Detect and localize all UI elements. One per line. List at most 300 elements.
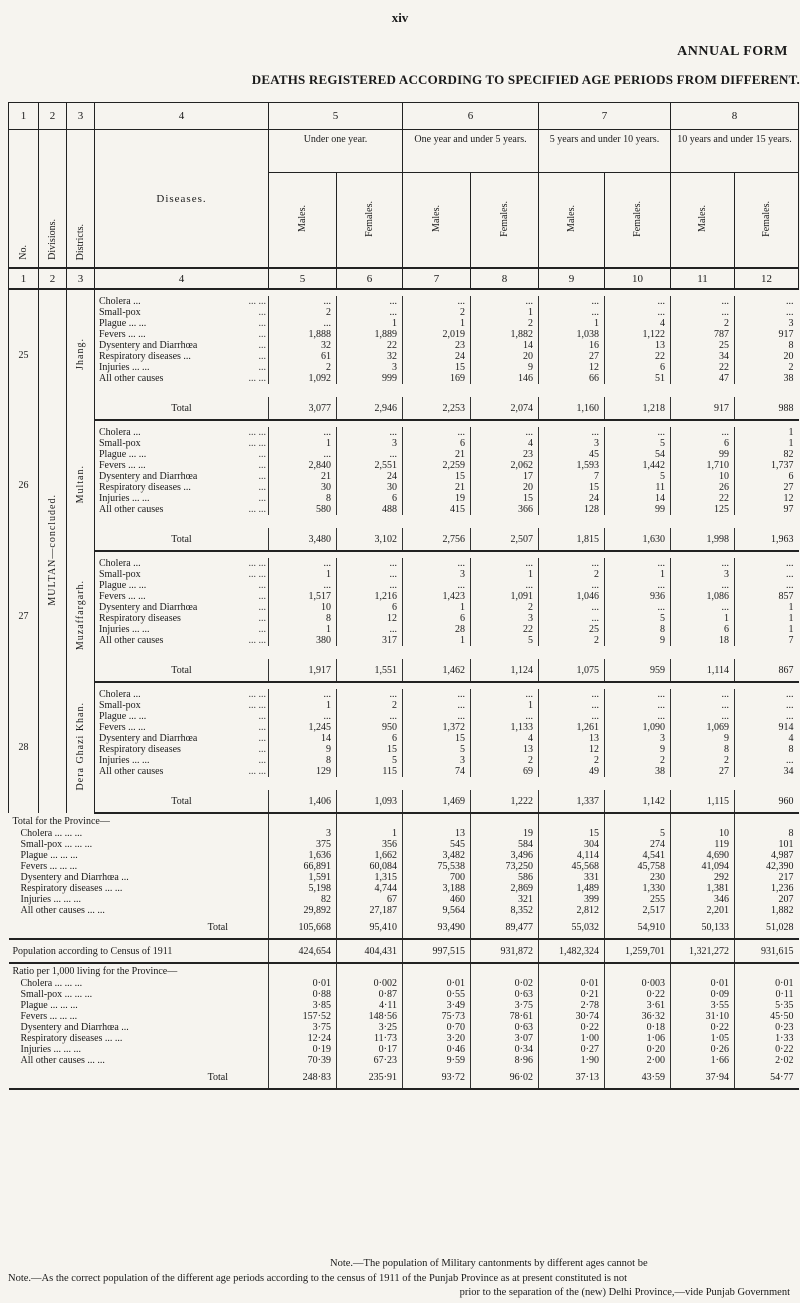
value-cell: 1 xyxy=(471,569,539,580)
value-cell: 2,551 xyxy=(337,460,403,471)
value-cell: 27,187 xyxy=(337,905,403,916)
value-cell: 1 xyxy=(539,318,605,329)
value-cell: 5 xyxy=(605,613,671,624)
row-label xyxy=(95,722,269,733)
district-number: 28 xyxy=(9,682,39,813)
row-label-text: Plague ... ... xyxy=(99,711,147,722)
leader-dots: ... xyxy=(258,362,266,373)
col-num: 10 xyxy=(605,268,671,289)
value-cell: 1,245 xyxy=(269,722,337,733)
value-cell: 47 xyxy=(671,373,735,384)
value-cell: 0·27 xyxy=(539,1044,605,1055)
row-label xyxy=(95,373,269,384)
value-cell: 0·19 xyxy=(269,1044,337,1055)
total-label: Total xyxy=(95,659,269,682)
value-cell: 2 xyxy=(403,307,471,318)
value-cell: 97 xyxy=(735,504,799,515)
col-num: 12 xyxy=(735,268,799,289)
value-cell: ... xyxy=(337,449,403,460)
value-cell: 42,390 xyxy=(735,861,799,872)
value-cell: 27 xyxy=(671,766,735,777)
spacer-cell xyxy=(95,682,799,689)
disease-row xyxy=(9,307,799,318)
value-cell: ... xyxy=(471,711,539,722)
gap-row xyxy=(9,384,799,396)
value-cell: 28 xyxy=(403,624,471,635)
value-cell: 2,869 xyxy=(471,883,539,894)
value-cell: 5 xyxy=(605,471,671,482)
value-cell: 1 xyxy=(605,569,671,580)
leader-dots: ... ... xyxy=(248,569,266,580)
total-cell: 96·02 xyxy=(471,1066,539,1089)
leader-dots: ... xyxy=(258,580,266,591)
value-cell: 1,315 xyxy=(337,872,403,883)
ratio-row xyxy=(9,989,799,1000)
row-label xyxy=(95,340,269,351)
total-cell: 1,462 xyxy=(403,659,471,682)
value-cell: 4,690 xyxy=(671,850,735,861)
value-cell: 8 xyxy=(605,624,671,635)
value-cell: 1 xyxy=(403,602,471,613)
row-label xyxy=(95,755,269,766)
total-cell: 1,963 xyxy=(735,528,799,551)
value-cell: 17 xyxy=(471,471,539,482)
value-cell: 4·11 xyxy=(337,1000,403,1011)
value-cell: 1,091 xyxy=(471,591,539,602)
col-num: 7 xyxy=(403,268,471,289)
value-cell: 2 xyxy=(471,602,539,613)
leader-dots: ... ... xyxy=(248,700,266,711)
total-cell: 235·91 xyxy=(337,1066,403,1089)
divisions-header: Divisions. xyxy=(39,130,67,269)
row-label-text: Plague ... ... xyxy=(99,580,147,591)
value-cell: 936 xyxy=(605,591,671,602)
value-cell: 2 xyxy=(671,318,735,329)
value-cell: 75·73 xyxy=(403,1011,471,1022)
value-cell: ... xyxy=(605,580,671,591)
col-num: 9 xyxy=(539,268,605,289)
row-label: Small-pox ... ... ... xyxy=(20,989,93,1000)
row-label xyxy=(95,711,269,722)
value-cell: ... xyxy=(337,624,403,635)
value-cell: 1,517 xyxy=(269,591,337,602)
value-cell: 1,261 xyxy=(539,722,605,733)
value-cell: 375 xyxy=(269,839,337,850)
value-cell: 1·00 xyxy=(539,1033,605,1044)
value-cell: ... xyxy=(605,700,671,711)
value-cell: ... xyxy=(539,307,605,318)
value-cell: 51 xyxy=(605,373,671,384)
disease-row xyxy=(9,624,799,635)
row-label xyxy=(95,624,269,635)
population-cell: 997,515 xyxy=(403,939,471,963)
row-label xyxy=(95,329,269,340)
value-cell: 0·22 xyxy=(539,1022,605,1033)
leader-dots: ... xyxy=(258,449,266,460)
value-cell: 1 xyxy=(471,307,539,318)
value-cell: 0·01 xyxy=(671,978,735,989)
value-cell: 0·23 xyxy=(735,1022,799,1033)
value-cell: ... xyxy=(605,689,671,700)
value-cell: ... xyxy=(337,427,403,438)
leader-dots: ... xyxy=(258,460,266,471)
value-cell: 34 xyxy=(671,351,735,362)
value-cell: 7 xyxy=(539,471,605,482)
ratio-heading-row xyxy=(9,963,799,978)
disease-row xyxy=(9,766,799,777)
total-cell: 2,507 xyxy=(471,528,539,551)
value-cell: 255 xyxy=(605,894,671,905)
value-cell: ... xyxy=(269,427,337,438)
row-label xyxy=(95,591,269,602)
total-cell: 55,032 xyxy=(539,916,605,939)
row-label: All other causes ... ... xyxy=(20,1055,105,1066)
total-cell: 50,133 xyxy=(671,916,735,939)
total-cell: 2,253 xyxy=(403,397,471,420)
total-cell: 1,222 xyxy=(471,790,539,813)
province-row xyxy=(9,861,799,872)
col-num: 8 xyxy=(471,268,539,289)
disease-row xyxy=(9,438,799,449)
row-label xyxy=(95,580,269,591)
value-cell: 1·66 xyxy=(671,1055,735,1066)
total-cell: 51,028 xyxy=(735,916,799,939)
value-cell: 15 xyxy=(403,733,471,744)
ratio-row xyxy=(9,1033,799,1044)
value-cell: 1 xyxy=(403,318,471,329)
row-label: Small-pox ... ... ... xyxy=(20,839,93,850)
district-spacer xyxy=(9,551,799,558)
no-header: No. xyxy=(9,130,39,269)
disease-row xyxy=(9,689,799,700)
value-cell: 488 xyxy=(337,504,403,515)
value-cell: 0·18 xyxy=(605,1022,671,1033)
value-cell: 1 xyxy=(735,438,799,449)
value-cell: 1,737 xyxy=(735,460,799,471)
value-cell: 3 xyxy=(269,828,337,839)
value-cell: 1,092 xyxy=(269,373,337,384)
value-cell: 415 xyxy=(403,504,471,515)
column-number-row xyxy=(9,268,799,289)
value-cell: 69 xyxy=(471,766,539,777)
value-cell: ... xyxy=(605,711,671,722)
value-cell: 23 xyxy=(403,340,471,351)
district-label: Dera Ghazi Khan. xyxy=(75,701,86,791)
leader-dots: ... ... xyxy=(248,766,266,777)
row-label-text: Fevers ... ... xyxy=(99,460,146,471)
value-cell: 1 xyxy=(269,700,337,711)
value-cell: 3 xyxy=(403,755,471,766)
disease-row xyxy=(9,427,799,438)
gap-row xyxy=(9,777,799,789)
value-cell: 2,062 xyxy=(471,460,539,471)
value-cell: 4,541 xyxy=(605,850,671,861)
col-num: 11 xyxy=(671,268,735,289)
row-label-text: Injuries ... ... xyxy=(99,624,150,635)
province-total-row xyxy=(9,916,799,939)
value-cell: 6 xyxy=(337,733,403,744)
value-cell: 22 xyxy=(671,493,735,504)
value-cell: 914 xyxy=(735,722,799,733)
value-cell: 75,538 xyxy=(403,861,471,872)
value-cell: 38 xyxy=(605,766,671,777)
value-cell: 3 xyxy=(471,613,539,624)
value-cell: 5,198 xyxy=(269,883,337,894)
value-cell: 3·07 xyxy=(471,1033,539,1044)
total-cell: 2,074 xyxy=(471,397,539,420)
row-label xyxy=(95,460,269,471)
females-header: Females. xyxy=(471,173,539,269)
value-cell: 0·09 xyxy=(671,989,735,1000)
gap-row xyxy=(9,646,799,658)
value-cell: 0·01 xyxy=(539,978,605,989)
value-cell: 0·01 xyxy=(269,978,337,989)
empty-cell xyxy=(735,963,799,978)
row-label: Cholera ... ... ... xyxy=(20,978,83,989)
value-cell: 4 xyxy=(471,733,539,744)
value-cell: 399 xyxy=(539,894,605,905)
value-cell: 3·25 xyxy=(337,1022,403,1033)
value-cell: 1,710 xyxy=(671,460,735,471)
males-header: Males. xyxy=(403,173,471,269)
value-cell: 1 xyxy=(735,613,799,624)
value-cell: 3·55 xyxy=(671,1000,735,1011)
value-cell: 16 xyxy=(539,340,605,351)
empty-cell xyxy=(671,813,735,828)
value-cell: 917 xyxy=(735,329,799,340)
value-cell: ... xyxy=(471,580,539,591)
value-cell: 3·75 xyxy=(471,1000,539,1011)
district-label: Multan. xyxy=(75,464,86,504)
value-cell: 1,636 xyxy=(269,850,337,861)
value-cell: ... xyxy=(735,689,799,700)
empty-cell xyxy=(269,963,337,978)
empty-cell xyxy=(337,963,403,978)
value-cell: ... xyxy=(337,689,403,700)
value-cell: 366 xyxy=(471,504,539,515)
value-cell: 2 xyxy=(471,755,539,766)
disease-row xyxy=(9,362,799,373)
value-cell: 0·34 xyxy=(471,1044,539,1055)
value-cell: 67 xyxy=(337,894,403,905)
disease-row xyxy=(9,602,799,613)
value-cell: 584 xyxy=(471,839,539,850)
value-cell: 1 xyxy=(269,569,337,580)
value-cell: 1 xyxy=(735,624,799,635)
value-cell: ... xyxy=(269,558,337,569)
value-cell: 1,381 xyxy=(671,883,735,894)
value-cell: 14 xyxy=(471,340,539,351)
value-cell: 12 xyxy=(539,744,605,755)
value-cell: ... xyxy=(403,700,471,711)
leader-dots: ... xyxy=(258,329,266,340)
total-cell: 1,142 xyxy=(605,790,671,813)
value-cell: 24 xyxy=(539,493,605,504)
total-cell: 1,998 xyxy=(671,528,735,551)
row-label-text: All other causes xyxy=(99,373,164,384)
leader-dots: ... xyxy=(258,722,266,733)
value-cell: 999 xyxy=(337,373,403,384)
row-label: Fevers ... ... ... xyxy=(20,861,78,872)
value-cell: 1,090 xyxy=(605,722,671,733)
value-cell: 1,888 xyxy=(269,329,337,340)
value-cell: 32 xyxy=(269,340,337,351)
value-cell: 0·63 xyxy=(471,989,539,1000)
division-name xyxy=(39,289,67,813)
value-cell: 15 xyxy=(471,493,539,504)
leader-dots: ... ... xyxy=(248,558,266,569)
value-cell: 20 xyxy=(735,351,799,362)
value-cell: 292 xyxy=(671,872,735,883)
row-label-text: Small-pox xyxy=(99,700,141,711)
age-group-header: 5 years and under 10 years. xyxy=(539,130,671,173)
total-cell: 89,477 xyxy=(471,916,539,939)
value-cell: 8·96 xyxy=(471,1055,539,1066)
value-cell: 19 xyxy=(403,493,471,504)
value-cell: ... xyxy=(605,427,671,438)
value-cell: 3,496 xyxy=(471,850,539,861)
value-cell: 38 xyxy=(735,373,799,384)
value-cell: 4 xyxy=(471,438,539,449)
value-cell: 460 xyxy=(403,894,471,905)
value-cell: 14 xyxy=(605,493,671,504)
value-cell: 1,330 xyxy=(605,883,671,894)
disease-row xyxy=(9,318,799,329)
value-cell: ... xyxy=(337,569,403,580)
row-label xyxy=(95,700,269,711)
disease-row xyxy=(9,460,799,471)
spacer-cell xyxy=(95,420,799,427)
value-cell: 9 xyxy=(471,362,539,373)
district-number: 25 xyxy=(9,289,39,420)
value-cell: 230 xyxy=(605,872,671,883)
gap-cell xyxy=(95,646,799,658)
total-cell: 3,077 xyxy=(269,397,337,420)
value-cell: 1·05 xyxy=(671,1033,735,1044)
value-cell: 2 xyxy=(337,700,403,711)
province-row xyxy=(9,828,799,839)
row-label-text: Dysentery and Diarrhœa xyxy=(99,340,198,351)
value-cell: ... xyxy=(337,580,403,591)
leader-dots: ... xyxy=(258,351,266,362)
ratio-row xyxy=(9,1000,799,1011)
total-cell: 1,406 xyxy=(269,790,337,813)
total-cell: 1,160 xyxy=(539,397,605,420)
leader-dots: ... xyxy=(258,624,266,635)
value-cell: 1,133 xyxy=(471,722,539,733)
total-cell: 54,910 xyxy=(605,916,671,939)
disease-row xyxy=(9,482,799,493)
row-label-text: Cholera ... xyxy=(99,427,141,438)
disease-row xyxy=(9,558,799,569)
value-cell: ... xyxy=(269,711,337,722)
value-cell: 66,891 xyxy=(269,861,337,872)
row-label xyxy=(95,766,269,777)
value-cell: 1,489 xyxy=(539,883,605,894)
col-num: 1 xyxy=(9,268,39,289)
value-cell: 1,423 xyxy=(403,591,471,602)
column-number-row-top xyxy=(9,103,799,130)
value-cell: 146 xyxy=(471,373,539,384)
row-label: Respiratory diseases ... ... xyxy=(20,883,123,894)
total-label: Total xyxy=(95,397,269,420)
value-cell: 2,517 xyxy=(605,905,671,916)
col-num: 3 xyxy=(67,103,95,130)
value-cell: 2·02 xyxy=(735,1055,799,1066)
value-cell: 1 xyxy=(337,828,403,839)
value-cell: 5 xyxy=(605,828,671,839)
row-label xyxy=(95,613,269,624)
district-total-row xyxy=(9,659,799,682)
value-cell: 32 xyxy=(337,351,403,362)
value-cell: ... xyxy=(735,755,799,766)
males-header: Males. xyxy=(269,173,337,269)
leader-dots: ... xyxy=(258,591,266,602)
province-row xyxy=(9,850,799,861)
age-group-header: 10 years and under 15 years. xyxy=(671,130,799,173)
empty-cell xyxy=(403,813,471,828)
col-num: 8 xyxy=(671,103,799,130)
value-cell: 66 xyxy=(539,373,605,384)
value-cell: 36·32 xyxy=(605,1011,671,1022)
value-cell: 4 xyxy=(735,733,799,744)
note-delhi: prior to the separation of the (new) Delhi Province,—vide Punjab Government xyxy=(459,1287,790,1298)
empty-cell xyxy=(269,813,337,828)
disease-row xyxy=(9,373,799,384)
value-cell: ... xyxy=(337,307,403,318)
value-cell: 19 xyxy=(471,828,539,839)
value-cell: 5·35 xyxy=(735,1000,799,1011)
value-cell: 25 xyxy=(539,624,605,635)
row-label xyxy=(95,602,269,613)
row-label-text: Cholera ... xyxy=(99,558,141,569)
value-cell: 4,987 xyxy=(735,850,799,861)
province-row xyxy=(9,872,799,883)
col-num: 2 xyxy=(39,268,67,289)
age-group-header: Under one year. xyxy=(269,130,403,173)
total-cell: 1,114 xyxy=(671,659,735,682)
district-number: 26 xyxy=(9,420,39,551)
spacer-cell xyxy=(95,551,799,558)
row-label-text: Cholera ... xyxy=(99,689,141,700)
value-cell: 5 xyxy=(403,744,471,755)
value-cell: ... xyxy=(539,602,605,613)
disease-row xyxy=(9,493,799,504)
value-cell: 9 xyxy=(605,744,671,755)
value-cell: ... xyxy=(735,296,799,307)
value-cell: ... xyxy=(269,449,337,460)
empty-cell xyxy=(471,813,539,828)
value-cell: 22 xyxy=(671,362,735,373)
value-cell: ... xyxy=(269,580,337,591)
value-cell: 1,882 xyxy=(735,905,799,916)
total-cell: 1,115 xyxy=(671,790,735,813)
district-total-row xyxy=(9,790,799,813)
value-cell: ... xyxy=(539,296,605,307)
value-cell: 13 xyxy=(403,828,471,839)
district-label: Jhang. xyxy=(75,337,86,370)
row-label-text: Respiratory diseases ... xyxy=(99,482,191,493)
value-cell: 2 xyxy=(269,362,337,373)
value-cell: 6 xyxy=(605,362,671,373)
value-cell: 2 xyxy=(539,755,605,766)
total-cell: 1,093 xyxy=(337,790,403,813)
value-cell: 12 xyxy=(337,613,403,624)
disease-row xyxy=(9,580,799,591)
value-cell: 67·23 xyxy=(337,1055,403,1066)
district-name xyxy=(67,289,95,420)
value-cell: 6 xyxy=(671,438,735,449)
